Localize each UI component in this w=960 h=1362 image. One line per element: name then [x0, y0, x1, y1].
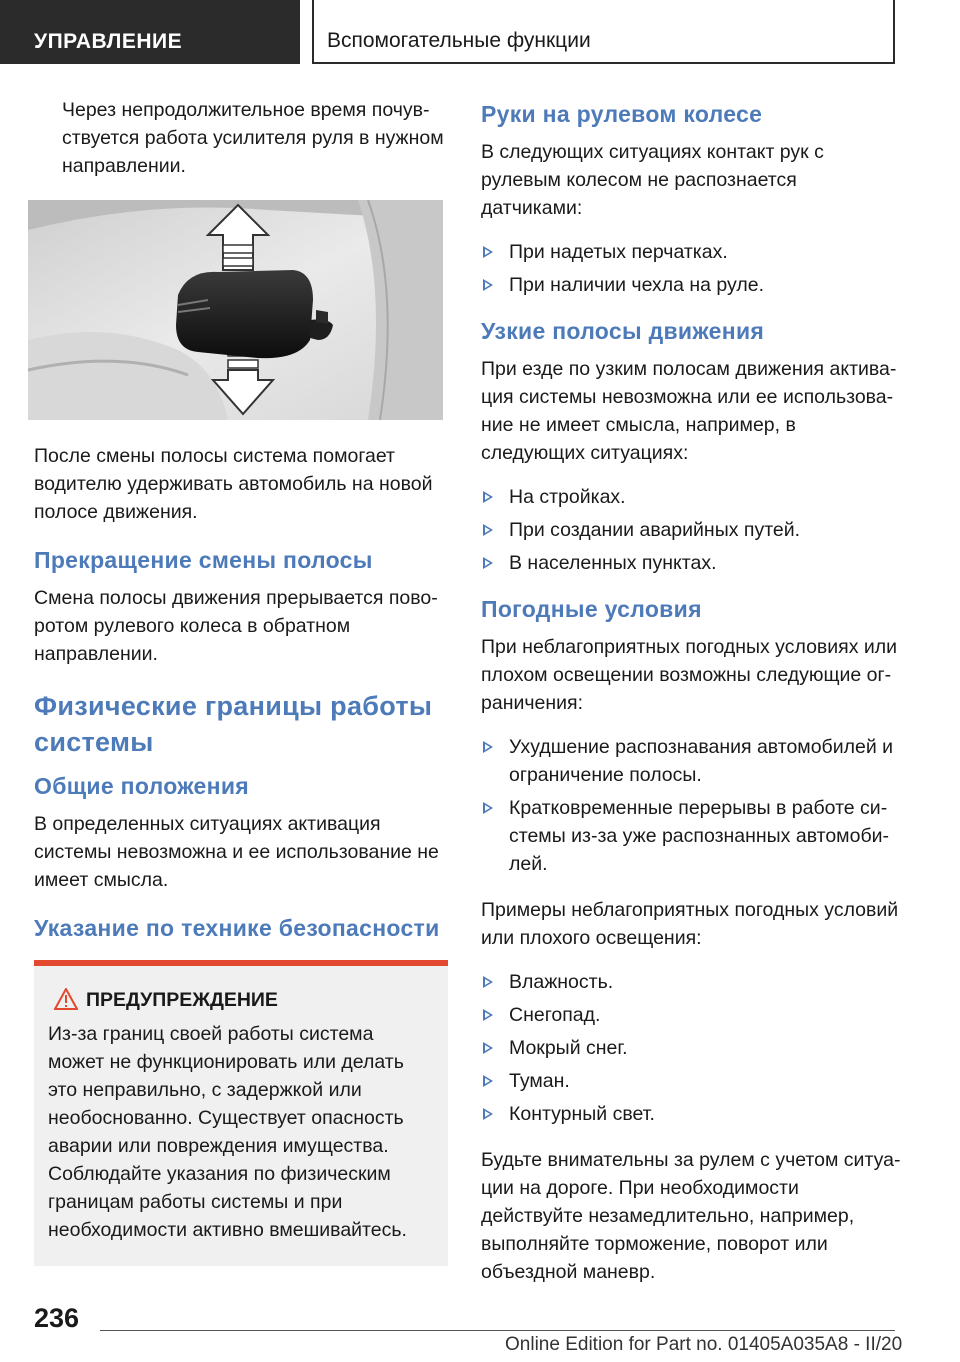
- closing-paragraph: Будьте внимательны за рулем с учетом ситуации на дороге. При необходимости действуйте незамедлительно, например, выполняйте торможение, поворот или объездной маневр.: [481, 1149, 901, 1283]
- list-item: При надетых перчатках.: [481, 238, 901, 266]
- triangle-bullet-icon: [483, 279, 493, 291]
- list-item: Ухудшение распознавания автомобилей и ограничение полосы.: [481, 733, 901, 789]
- examples-paragraph: Примеры неблагоприятных погодных условий или плохого освещения:: [481, 899, 899, 949]
- footer-divider: [100, 1330, 895, 1331]
- triangle-bullet-icon: [483, 557, 493, 569]
- cancel-paragraph: Смена полосы движения прерывается поворотом рулевого колеса в обратном направлении.: [34, 587, 438, 665]
- edition-text: Online Edition for Part no. 01405A035A8 - II/20: [505, 1334, 903, 1355]
- narrow-paragraph: При езде по узким полосам движения активация системы невозможна или ее использование не имеет смысла, например, в следующих ситуациях:: [481, 358, 897, 464]
- heading-weather: Погодные условия: [481, 596, 702, 622]
- chapter-title: Вспомогательные функции: [312, 0, 895, 64]
- warning-triangle-icon: [54, 988, 78, 1010]
- triangle-bullet-icon: [483, 246, 493, 258]
- triangle-bullet-icon: [483, 491, 493, 503]
- heading-general: Общие положения: [34, 773, 249, 799]
- right-column: [481, 96, 901, 1306]
- triangle-bullet-icon: [483, 976, 493, 988]
- triangle-bullet-icon: [483, 1108, 493, 1120]
- triangle-bullet-icon: [483, 1042, 493, 1054]
- list-item: В населенных пунктах.: [481, 549, 901, 577]
- page-header: [0, 0, 960, 66]
- heading-narrow-lanes: Узкие полосы движения: [481, 318, 765, 344]
- section-title: УПРАВЛЕНИЕ: [0, 0, 300, 64]
- heading-system-limits: Физические границы работы системы: [34, 691, 433, 757]
- turn-signal-lever-illustration: [28, 200, 443, 420]
- heading-cancel-lane-change: Прекращение смены полосы: [34, 547, 373, 573]
- warning-text: Из-за границ своей работы система может не функционировать или делать это неправильно, с задержкой или необоснованно. Существует опасность аварии или повреждения имущества. Соблюдайте указания по физическим границам работы системы и при необходимости активно вмешивайтесь.: [48, 1023, 407, 1241]
- hands-paragraph: В следующих ситуациях контакт рук с рулевым колесом не распознается датчиками:: [481, 141, 824, 219]
- triangle-bullet-icon: [483, 802, 493, 814]
- triangle-bullet-icon: [483, 524, 493, 536]
- list-item: Кратковременные перерывы в работе системы из-за уже распознанных автомобилей.: [481, 794, 901, 878]
- list-item: Контурный свет.: [481, 1100, 901, 1128]
- heading-safety: Указание по технике безопасности: [34, 915, 440, 941]
- general-paragraph: В определенных ситуациях активация системы невозможна и ее использование не имеет смысла.: [34, 813, 439, 891]
- warning-title-text: ПРЕДУПРЕЖДЕНИЕ: [86, 989, 278, 1011]
- list-item: Влажность.: [481, 968, 901, 996]
- narrow-list: [481, 483, 901, 577]
- intro-paragraph: Через непродолжительное время почувствуется работа усилителя руля в нужном направлении.: [62, 99, 444, 177]
- triangle-bullet-icon: [483, 1009, 493, 1021]
- triangle-bullet-icon: [483, 741, 493, 753]
- list-item: При создании аварийных путей.: [481, 516, 901, 544]
- list-item: Туман.: [481, 1067, 901, 1095]
- warning-box: [34, 966, 448, 1266]
- heading-hands-on-wheel: Руки на рулевом колесе: [481, 101, 763, 127]
- left-column: [34, 96, 448, 1266]
- list-item: Мокрый снег.: [481, 1034, 901, 1062]
- lever-illustration-svg: [28, 200, 443, 420]
- triangle-bullet-icon: [483, 1075, 493, 1087]
- weather-list: [481, 733, 901, 878]
- warning-title: [48, 986, 434, 1014]
- list-item: На стройках.: [481, 483, 901, 511]
- weather-paragraph: При неблагоприятных погодных условиях или плохом освещении возможны следующие ограничения:: [481, 636, 898, 714]
- page-number: 236: [34, 1303, 80, 1333]
- list-item: При наличии чехла на руле.: [481, 271, 901, 299]
- list-item: Снегопад.: [481, 1001, 901, 1029]
- after-change-paragraph: После смены полосы система помогает водителю удерживать автомобиль на новой полосе движения.: [34, 445, 433, 523]
- examples-list: [481, 968, 901, 1128]
- hands-list: [481, 238, 901, 299]
